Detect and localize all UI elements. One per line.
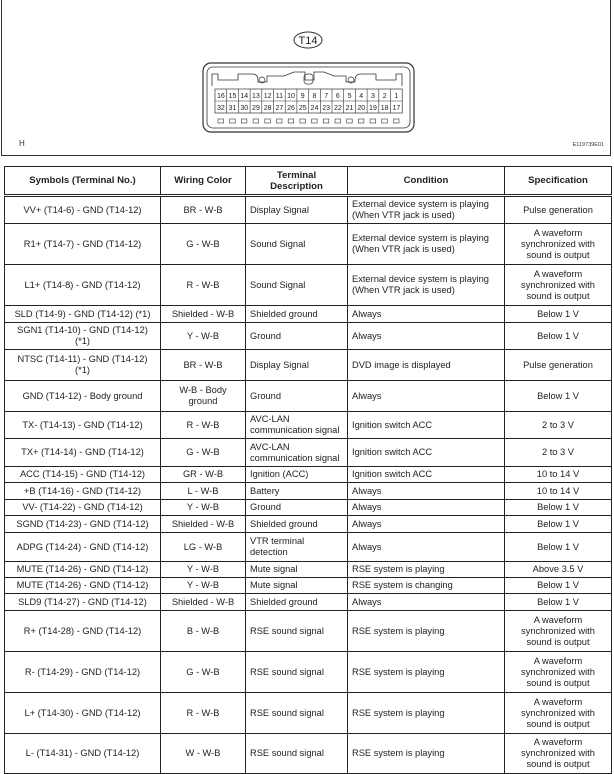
specification-cell: Below 1 V bbox=[505, 381, 612, 412]
specification-cell: Below 1 V bbox=[505, 500, 612, 516]
header-specification: Specification bbox=[505, 167, 612, 196]
pin-number: 11 bbox=[275, 93, 283, 100]
condition-cell: Always bbox=[348, 500, 505, 516]
pin-number: 29 bbox=[252, 105, 260, 112]
condition-cell: RSE system is playing bbox=[348, 693, 505, 734]
connector-diagram bbox=[2, 0, 612, 156]
condition-cell: Ignition switch ACC bbox=[348, 439, 505, 467]
wiring-color-cell: W - W-B bbox=[161, 734, 246, 774]
condition-cell: Always bbox=[348, 323, 505, 350]
header-wiring-color: Wiring Color bbox=[161, 167, 246, 196]
specification-cell: 2 to 3 V bbox=[505, 439, 612, 467]
pin-number: 15 bbox=[228, 93, 237, 100]
symbol-cell: ACC (T14-15) - GND (T14-12) bbox=[5, 467, 161, 483]
terminal-description-cell: Display Signal bbox=[246, 350, 348, 381]
terminal-description-cell: Shielded ground bbox=[246, 516, 348, 533]
pin-number: 5 bbox=[347, 93, 352, 100]
symbol-cell: NTSC (T14-11) - GND (T14-12) (*1) bbox=[5, 350, 161, 381]
condition-cell: RSE system is changing bbox=[348, 578, 505, 594]
wiring-color-cell: Y - W-B bbox=[161, 500, 246, 516]
table-row bbox=[5, 483, 612, 500]
specification-cell: A waveform synchronized with sound is output bbox=[505, 734, 612, 774]
terminal-description-cell: Display Signal bbox=[246, 196, 348, 224]
condition-cell: RSE system is playing bbox=[348, 652, 505, 693]
pin-number: 18 bbox=[380, 105, 389, 112]
connector-tooth bbox=[277, 119, 283, 123]
terminal-description-cell: Ground bbox=[246, 323, 348, 350]
connector-tooth bbox=[241, 119, 247, 123]
wiring-color-cell: G - W-B bbox=[161, 224, 246, 265]
wiring-color-cell: BR - W-B bbox=[161, 350, 246, 381]
pin-number: 13 bbox=[252, 93, 260, 100]
view-label: H bbox=[19, 139, 25, 148]
wiring-color-cell: Y - W-B bbox=[161, 562, 246, 578]
terminal-description-cell: Ignition (ACC) bbox=[246, 467, 348, 483]
wiring-color-cell: R - W-B bbox=[161, 693, 246, 734]
symbol-cell: MUTE (T14-26) - GND (T14-12) bbox=[5, 562, 161, 578]
specification-cell: A waveform synchronized with sound is output bbox=[505, 611, 612, 652]
condition-cell: Always bbox=[348, 306, 505, 323]
terminal-description-cell: VTR terminal detection bbox=[246, 533, 348, 562]
pin-number: 22 bbox=[333, 105, 342, 112]
terminal-description-cell: AVC-LAN communication signal bbox=[246, 412, 348, 439]
terminal-description-cell: Shielded ground bbox=[246, 306, 348, 323]
symbol-cell: SLD9 (T14-27) - GND (T14-12) bbox=[5, 594, 161, 611]
symbol-cell: L1+ (T14-8) - GND (T14-12) bbox=[5, 265, 161, 306]
pin-number: 16 bbox=[216, 93, 225, 100]
terminal-description-cell: Battery bbox=[246, 483, 348, 500]
connector-label: T14 bbox=[298, 35, 318, 47]
specification-cell: Below 1 V bbox=[505, 516, 612, 533]
specification-cell: 10 to 14 V bbox=[505, 467, 612, 483]
specification-cell: Above 3.5 V bbox=[505, 562, 612, 578]
wiring-color-cell: W-B - Body ground bbox=[161, 381, 246, 412]
table-row bbox=[5, 467, 612, 483]
specification-cell: Below 1 V bbox=[505, 323, 612, 350]
wiring-color-cell: R - W-B bbox=[161, 265, 246, 306]
symbol-cell: VV- (T14-22) - GND (T14-12) bbox=[5, 500, 161, 516]
pin-number: 6 bbox=[335, 93, 340, 100]
header-symbols: Symbols (Terminal No.) bbox=[5, 167, 161, 196]
condition-cell: Always bbox=[348, 483, 505, 500]
symbol-cell: ADPG (T14-24) - GND (T14-12) bbox=[5, 533, 161, 562]
condition-cell: Always bbox=[348, 381, 505, 412]
connector-tooth bbox=[335, 119, 341, 123]
symbol-cell: L- (T14-31) - GND (T14-12) bbox=[5, 734, 161, 774]
terminal-description-cell: Shielded ground bbox=[246, 594, 348, 611]
specification-cell: A waveform synchronized with sound is output bbox=[505, 652, 612, 693]
condition-cell: Ignition switch ACC bbox=[348, 412, 505, 439]
condition-cell: DVD image is displayed bbox=[348, 350, 505, 381]
condition-cell: RSE system is playing bbox=[348, 734, 505, 774]
specification-cell: A waveform synchronized with sound is output bbox=[505, 265, 612, 306]
connector-tooth bbox=[288, 119, 294, 123]
terminal-description-cell: RSE sound signal bbox=[246, 611, 348, 652]
connector-tooth bbox=[358, 119, 364, 123]
table-row bbox=[5, 562, 612, 578]
connector-tooth bbox=[394, 119, 400, 123]
symbol-cell: L+ (T14-30) - GND (T14-12) bbox=[5, 693, 161, 734]
wiring-color-cell: LG - W-B bbox=[161, 533, 246, 562]
table-row bbox=[5, 265, 612, 306]
connector-tooth bbox=[370, 119, 376, 123]
table-row bbox=[5, 611, 612, 652]
condition-cell: External device system is playing (When VTR jack is used) bbox=[348, 224, 505, 265]
table-row bbox=[5, 734, 612, 774]
terminal-description-cell: Ground bbox=[246, 381, 348, 412]
specification-cell: Below 1 V bbox=[505, 578, 612, 594]
pin-number: 8 bbox=[312, 93, 317, 100]
connector-tooth bbox=[347, 119, 353, 123]
terminal-description-cell: Sound Signal bbox=[246, 224, 348, 265]
symbol-cell: R1+ (T14-7) - GND (T14-12) bbox=[5, 224, 161, 265]
pin-number: 21 bbox=[345, 105, 354, 112]
pin-number: 31 bbox=[228, 105, 237, 112]
terminal-description-cell: Ground bbox=[246, 500, 348, 516]
table-row bbox=[5, 578, 612, 594]
connector-tooth bbox=[323, 119, 329, 123]
table-row bbox=[5, 594, 612, 611]
specification-cell: Pulse generation bbox=[505, 350, 612, 381]
connector-tooth bbox=[300, 119, 306, 123]
pin-number: 2 bbox=[382, 93, 387, 100]
pin-number: 14 bbox=[240, 93, 249, 100]
pin-number: 12 bbox=[263, 93, 272, 100]
pin-number: 1 bbox=[394, 93, 399, 100]
wiring-color-cell: Shielded - W-B bbox=[161, 516, 246, 533]
specification-cell: 10 to 14 V bbox=[505, 483, 612, 500]
terminal-table bbox=[4, 166, 612, 774]
terminal-description-cell: RSE sound signal bbox=[246, 693, 348, 734]
table-row bbox=[5, 224, 612, 265]
connector-tooth bbox=[253, 119, 259, 123]
symbol-cell: +B (T14-16) - GND (T14-12) bbox=[5, 483, 161, 500]
condition-cell: Ignition switch ACC bbox=[348, 467, 505, 483]
pin-number: 28 bbox=[263, 105, 272, 112]
specification-cell: A waveform synchronized with sound is output bbox=[505, 693, 612, 734]
condition-cell: RSE system is playing bbox=[348, 611, 505, 652]
condition-cell: RSE system is playing bbox=[348, 562, 505, 578]
symbol-cell: SGN1 (T14-10) - GND (T14-12) (*1) bbox=[5, 323, 161, 350]
connector-tooth bbox=[218, 119, 224, 123]
specification-cell: A waveform synchronized with sound is output bbox=[505, 224, 612, 265]
wiring-color-cell: Shielded - W-B bbox=[161, 306, 246, 323]
connector-tooth bbox=[382, 119, 388, 123]
pin-number: 3 bbox=[370, 93, 375, 100]
connector-figure bbox=[1, 0, 611, 156]
symbol-cell: MUTE (T14-26) - GND (T14-12) bbox=[5, 578, 161, 594]
pin-number: 27 bbox=[275, 105, 284, 112]
condition-cell: External device system is playing (When VTR jack is used) bbox=[348, 196, 505, 224]
symbol-cell: TX- (T14-13) - GND (T14-12) bbox=[5, 412, 161, 439]
pin-number: 7 bbox=[324, 93, 329, 100]
wiring-color-cell: B - W-B bbox=[161, 611, 246, 652]
terminal-description-cell: RSE sound signal bbox=[246, 734, 348, 774]
wiring-color-cell: R - W-B bbox=[161, 412, 246, 439]
header-terminal-description: Terminal Description bbox=[246, 167, 348, 196]
condition-cell: Always bbox=[348, 516, 505, 533]
table-row bbox=[5, 516, 612, 533]
symbol-cell: SLD (T14-9) - GND (T14-12) (*1) bbox=[5, 306, 161, 323]
pin-number: 26 bbox=[287, 105, 295, 112]
condition-cell: External device system is playing (When VTR jack is used) bbox=[348, 265, 505, 306]
table-row bbox=[5, 533, 612, 562]
specification-cell: Below 1 V bbox=[505, 594, 612, 611]
pin-number: 23 bbox=[322, 105, 331, 112]
pin-number: 17 bbox=[392, 105, 401, 112]
symbol-cell: GND (T14-12) - Body ground bbox=[5, 381, 161, 412]
symbol-cell: TX+ (T14-14) - GND (T14-12) bbox=[5, 439, 161, 467]
specification-cell: Below 1 V bbox=[505, 306, 612, 323]
table-header-row bbox=[5, 167, 612, 196]
table-row bbox=[5, 306, 612, 323]
symbol-cell: VV+ (T14-6) - GND (T14-12) bbox=[5, 196, 161, 224]
terminal-description-cell: Mute signal bbox=[246, 562, 348, 578]
terminal-description-cell: Mute signal bbox=[246, 578, 348, 594]
connector-tooth bbox=[312, 119, 318, 123]
terminal-description-cell: Sound Signal bbox=[246, 265, 348, 306]
pin-number: 24 bbox=[310, 105, 319, 112]
wiring-color-cell: G - W-B bbox=[161, 439, 246, 467]
table-row bbox=[5, 350, 612, 381]
terminal-description-cell: RSE sound signal bbox=[246, 652, 348, 693]
table-row bbox=[5, 323, 612, 350]
table-row bbox=[5, 412, 612, 439]
wiring-color-cell: Shielded - W-B bbox=[161, 594, 246, 611]
pin-number: 4 bbox=[359, 93, 364, 100]
specification-cell: Below 1 V bbox=[505, 533, 612, 562]
connector-tooth bbox=[265, 119, 271, 123]
wiring-color-cell: Y - W-B bbox=[161, 578, 246, 594]
wiring-color-cell: BR - W-B bbox=[161, 196, 246, 224]
table-row bbox=[5, 196, 612, 224]
pin-number: 25 bbox=[298, 105, 307, 112]
wiring-color-cell: GR - W-B bbox=[161, 467, 246, 483]
condition-cell: Always bbox=[348, 533, 505, 562]
table-row bbox=[5, 439, 612, 467]
pin-number: 10 bbox=[287, 93, 295, 100]
symbol-cell: R- (T14-29) - GND (T14-12) bbox=[5, 652, 161, 693]
wiring-color-cell: L - W-B bbox=[161, 483, 246, 500]
table-row bbox=[5, 500, 612, 516]
table-row bbox=[5, 652, 612, 693]
pin-number: 9 bbox=[300, 93, 305, 100]
table-row bbox=[5, 381, 612, 412]
pin-number: 30 bbox=[240, 105, 249, 112]
pin-number: 32 bbox=[216, 105, 225, 112]
wiring-color-cell: G - W-B bbox=[161, 652, 246, 693]
symbol-cell: SGND (T14-23) - GND (T14-12) bbox=[5, 516, 161, 533]
figure-id: E119739E01 bbox=[572, 142, 604, 148]
pin-number: 20 bbox=[357, 105, 366, 112]
header-condition: Condition bbox=[348, 167, 505, 196]
connector-tooth bbox=[230, 119, 236, 123]
specification-cell: Pulse generation bbox=[505, 196, 612, 224]
specification-cell: 2 to 3 V bbox=[505, 412, 612, 439]
pin-number: 19 bbox=[369, 105, 377, 112]
table-row bbox=[5, 693, 612, 734]
wiring-color-cell: Y - W-B bbox=[161, 323, 246, 350]
condition-cell: Always bbox=[348, 594, 505, 611]
symbol-cell: R+ (T14-28) - GND (T14-12) bbox=[5, 611, 161, 652]
terminal-description-cell: AVC-LAN communication signal bbox=[246, 439, 348, 467]
